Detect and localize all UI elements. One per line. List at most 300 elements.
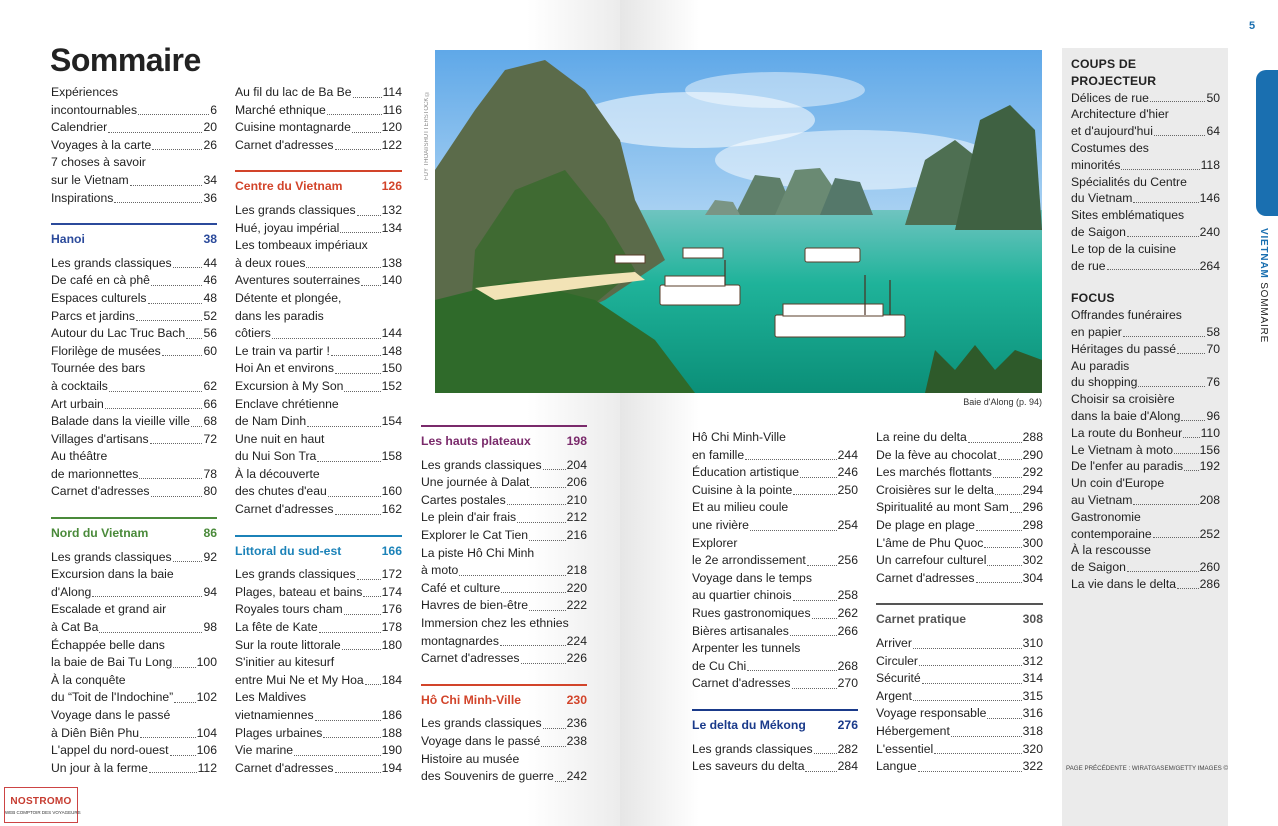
toc-entry[interactable]	[421, 650, 587, 668]
entry-title: Un jour à la ferme	[51, 760, 148, 775]
entry-row	[51, 725, 217, 743]
toc-entry[interactable]	[235, 654, 402, 689]
toc-entry[interactable]	[235, 584, 402, 602]
entry-row	[51, 308, 217, 326]
toc-entry[interactable]	[235, 501, 402, 519]
toc-entry[interactable]	[1071, 106, 1220, 140]
entry-page: 148	[381, 343, 402, 358]
entry-page: 270	[837, 676, 858, 691]
leader-dots	[344, 614, 381, 615]
toc-entry[interactable]	[235, 619, 402, 637]
leader-dots	[272, 338, 381, 339]
toc-entry[interactable]	[876, 570, 1043, 588]
entry-page: 44	[203, 255, 217, 270]
leader-dots	[1123, 336, 1206, 337]
toc-entry[interactable]	[876, 741, 1043, 759]
leader-dots	[344, 391, 380, 392]
toc-entry[interactable]	[421, 597, 587, 615]
toc-entry[interactable]	[235, 202, 402, 220]
entry-row	[51, 325, 217, 343]
entry-page: 220	[566, 580, 587, 595]
toc-entry[interactable]	[235, 742, 402, 760]
entry-page: 184	[381, 672, 402, 687]
toc-entry[interactable]	[1071, 475, 1220, 509]
entry-page: 70	[1206, 341, 1220, 356]
leader-dots	[152, 149, 202, 150]
toc-entry[interactable]	[692, 640, 858, 675]
toc-entry[interactable]	[235, 137, 402, 155]
page-number: 5	[1249, 20, 1256, 32]
entry-page: 176	[381, 602, 402, 617]
entry-text-line: Immersion chez les ethnies	[421, 615, 569, 630]
entry-text-line: Les Maldives	[235, 690, 307, 705]
entry-title: Arriver	[876, 635, 912, 650]
entry-page: 92	[203, 549, 217, 564]
toc-entry[interactable]	[1071, 174, 1220, 208]
entry-row	[235, 378, 402, 396]
entry-title: Éducation artistique	[692, 465, 800, 480]
entry-title: Un carrefour culturel	[876, 553, 987, 568]
toc-section-header	[235, 170, 402, 196]
toc-entry[interactable]	[51, 360, 217, 395]
toc-entry[interactable]	[692, 623, 858, 641]
toc-entry[interactable]	[876, 552, 1043, 570]
toc-entry[interactable]	[1071, 576, 1220, 593]
entry-title: Les grands classiques	[421, 457, 542, 472]
leader-dots	[995, 494, 1022, 495]
entry-title: Les saveurs du delta	[692, 759, 805, 774]
entry-page: 58	[1206, 324, 1220, 339]
entry-page: 194	[381, 760, 402, 775]
leader-dots	[1127, 571, 1199, 572]
toc-entry[interactable]	[51, 325, 217, 343]
toc-entry[interactable]	[421, 457, 587, 475]
leader-dots	[976, 530, 1022, 531]
entry-page: 68	[203, 414, 217, 429]
entry-page: 66	[203, 396, 217, 411]
entry-title: Carnet d'adresses	[235, 502, 334, 517]
entry-title: une rivière	[692, 517, 749, 532]
entry-row	[692, 482, 858, 500]
entry-title: Sécurité	[876, 671, 921, 686]
leader-dots	[987, 718, 1021, 719]
toc-entry[interactable]	[51, 137, 217, 155]
toc-entry[interactable]	[235, 360, 402, 378]
entry-title: La vie dans le delta	[1071, 576, 1177, 591]
toc-entry[interactable]	[1071, 425, 1220, 442]
toc-entry[interactable]	[692, 605, 858, 623]
entry-text-line: Au théâtre	[51, 449, 108, 464]
toc-entry[interactable]	[1071, 442, 1220, 459]
toc-entry[interactable]	[876, 723, 1043, 741]
entry-page: 50	[1206, 90, 1220, 105]
toc-entry[interactable]	[876, 535, 1043, 553]
entry-row	[235, 742, 402, 760]
entry-row	[235, 343, 402, 361]
entry-text-line: Échappée belle dans	[51, 637, 165, 652]
entry-title: de Saigon	[1071, 224, 1126, 239]
leader-dots	[99, 632, 202, 633]
toc-entry[interactable]	[235, 343, 402, 361]
toc-entry[interactable]	[51, 566, 217, 601]
entry-page: 52	[203, 308, 217, 323]
entry-page: 252	[1199, 526, 1220, 541]
entry-page: 222	[566, 598, 587, 613]
toc-entry[interactable]	[692, 464, 858, 482]
toc-entry[interactable]	[1071, 140, 1220, 174]
halong-bay-photo	[435, 50, 1042, 393]
toc-entry[interactable]	[421, 715, 587, 733]
toc-entry[interactable]	[1071, 341, 1220, 358]
toc-entry[interactable]	[51, 343, 217, 361]
toc-entry[interactable]	[876, 447, 1043, 465]
entry-page: 206	[566, 475, 587, 490]
toc-entry[interactable]	[421, 733, 587, 751]
entry-row	[1071, 341, 1220, 358]
entry-page: 266	[837, 623, 858, 638]
toc-entry[interactable]	[876, 705, 1043, 723]
entry-row	[421, 715, 587, 733]
entry-title: de Cu Chi	[692, 658, 747, 673]
leader-dots	[1010, 512, 1022, 513]
entry-title: Balade dans la vieille ville	[51, 414, 190, 429]
toc-entry[interactable]	[235, 637, 402, 655]
leader-dots	[186, 338, 202, 339]
toc-entry[interactable]	[51, 760, 217, 778]
toc-column-2	[235, 84, 402, 777]
entry-page: 310	[1022, 635, 1043, 650]
entry-page: 294	[1022, 482, 1043, 497]
entry-row	[1071, 324, 1220, 341]
entry-row	[51, 466, 217, 484]
entry-title: Hébergement	[876, 723, 950, 738]
toc-entry[interactable]	[235, 272, 402, 290]
leader-dots	[335, 373, 381, 374]
toc-entry[interactable]	[1071, 90, 1220, 107]
entry-page: 160	[381, 484, 402, 499]
leader-dots	[800, 477, 837, 478]
entry-page: 158	[381, 449, 402, 464]
entry-title: côtiers	[235, 326, 271, 341]
entry-row	[235, 220, 402, 238]
entry-text-line: S'initier au kitesurf	[235, 655, 335, 670]
leader-dots	[1150, 101, 1206, 102]
entry-title: De l'enfer au paradis	[1071, 459, 1184, 474]
toc-entry[interactable]	[692, 429, 858, 464]
section-title: Hanoi	[51, 232, 85, 247]
toc-entry[interactable]	[876, 464, 1043, 482]
entry-page: 258	[837, 588, 858, 603]
section-title: Carnet pratique	[876, 612, 967, 627]
entry-page: 48	[203, 290, 217, 305]
leader-dots	[805, 771, 836, 772]
entry-page: 298	[1022, 517, 1043, 532]
entry-page: 322	[1022, 759, 1043, 774]
toc-entry[interactable]	[235, 220, 402, 238]
entry-title: Bières artisanales	[692, 623, 789, 638]
entry-page: 34	[203, 172, 217, 187]
entry-title: Café et culture	[421, 580, 501, 595]
toc-entry[interactable]	[51, 483, 217, 501]
toc-entry[interactable]	[235, 566, 402, 584]
leader-dots	[307, 426, 381, 427]
entry-row	[876, 552, 1043, 570]
toc-entry[interactable]	[235, 378, 402, 396]
entry-row	[51, 413, 217, 431]
toc-entry[interactable]	[876, 429, 1043, 447]
entry-row	[876, 670, 1043, 688]
leader-dots	[934, 753, 1021, 754]
entry-page: 290	[1022, 447, 1043, 462]
entry-text-line: Et au milieu coule	[692, 500, 789, 515]
entry-row	[235, 760, 402, 778]
running-head-country: VIETNAM	[1258, 228, 1269, 279]
toc-entry[interactable]	[1071, 241, 1220, 275]
entry-text-line: Offrandes funéraires	[1071, 308, 1182, 323]
leader-dots	[1127, 236, 1199, 237]
entry-row	[235, 202, 402, 220]
entry-row	[1071, 458, 1220, 475]
toc-entry[interactable]	[692, 675, 858, 693]
entry-page: 244	[837, 447, 858, 462]
leader-dots	[976, 582, 1022, 583]
leader-dots	[319, 632, 381, 633]
toc-entry[interactable]	[421, 545, 587, 580]
leader-dots	[543, 728, 566, 729]
toc-section-header	[876, 603, 1043, 629]
entry-row	[1071, 90, 1220, 107]
toc-entry[interactable]	[51, 413, 217, 431]
spacer	[235, 519, 402, 535]
entry-row	[235, 119, 402, 137]
toc-entry[interactable]	[235, 84, 402, 102]
toc-entry[interactable]	[876, 499, 1043, 517]
entry-title: Villages d'artisans	[51, 431, 149, 446]
nostromo-logo	[4, 787, 81, 823]
entry-row	[1071, 190, 1220, 207]
entry-row	[235, 725, 402, 743]
entry-page: 264	[1199, 258, 1220, 273]
toc-entry[interactable]	[876, 670, 1043, 688]
entry-row	[876, 499, 1043, 517]
leader-dots	[745, 459, 836, 460]
leader-dots	[114, 202, 202, 203]
toc-entry[interactable]	[1071, 391, 1220, 425]
toc-entry[interactable]	[421, 492, 587, 510]
entry-title: du shopping	[1071, 375, 1138, 390]
leader-dots	[793, 494, 836, 495]
leader-dots	[812, 618, 837, 619]
leader-dots	[543, 469, 566, 470]
entry-row	[692, 517, 858, 535]
entry-page: 162	[381, 502, 402, 517]
entry-row	[876, 429, 1043, 447]
toc-entry[interactable]	[421, 751, 587, 786]
toc-entry[interactable]	[51, 255, 217, 273]
entry-text-line: Voyage dans le temps	[692, 570, 812, 585]
entry-row	[421, 733, 587, 751]
leader-dots	[173, 267, 203, 268]
toc-entry[interactable]	[51, 637, 217, 672]
toc-entry[interactable]	[421, 509, 587, 527]
entry-page: 152	[381, 378, 402, 393]
toc-entry[interactable]	[51, 601, 217, 636]
entry-row	[235, 601, 402, 619]
toc-entry[interactable]	[235, 725, 402, 743]
toc-entry[interactable]	[876, 482, 1043, 500]
leader-dots	[998, 459, 1022, 460]
entry-row	[692, 605, 858, 623]
toc-entry[interactable]	[1071, 207, 1220, 241]
toc-entry[interactable]	[51, 84, 217, 119]
toc-entry[interactable]	[235, 466, 402, 501]
leader-dots	[105, 408, 203, 409]
entry-page: 296	[1022, 500, 1043, 515]
entry-title: Art urbain	[51, 396, 104, 411]
entry-title: des chutes d'eau	[235, 484, 327, 499]
toc-entry[interactable]	[1071, 542, 1220, 576]
toc-entry[interactable]	[421, 474, 587, 492]
entry-title: en papier	[1071, 324, 1122, 339]
toc-entry[interactable]	[692, 758, 858, 776]
toc-entry[interactable]	[692, 535, 858, 570]
toc-entry[interactable]	[1071, 358, 1220, 392]
toc-entry[interactable]	[421, 615, 587, 650]
toc-entry[interactable]	[421, 527, 587, 545]
entry-title: L'âme de Phu Quoc	[876, 535, 984, 550]
entry-page: 100	[196, 655, 217, 670]
entry-row	[1071, 374, 1220, 391]
toc-entry[interactable]	[235, 119, 402, 137]
leader-dots	[922, 683, 1022, 684]
toc-entry[interactable]	[51, 290, 217, 308]
toc-entry[interactable]	[235, 102, 402, 120]
toc-entry[interactable]	[51, 742, 217, 760]
toc-entry[interactable]	[1071, 307, 1220, 341]
leader-dots	[342, 649, 381, 650]
leader-dots	[517, 522, 566, 523]
entry-text-line: Enclave chrétienne	[235, 396, 339, 411]
entry-text-line: Hô Chi Minh-Ville	[692, 430, 786, 444]
toc-entry[interactable]	[51, 272, 217, 290]
entry-title: minorités	[1071, 157, 1121, 172]
section-page: 276	[837, 717, 858, 732]
entry-page: 146	[1199, 191, 1220, 206]
toc-entry[interactable]	[421, 580, 587, 598]
toc-entry[interactable]	[51, 431, 217, 449]
entry-title: de Nam Dinh	[235, 414, 307, 429]
toc-entry[interactable]	[876, 758, 1043, 776]
leader-dots	[108, 132, 202, 133]
entry-title: Les grands classiques	[421, 716, 542, 731]
entry-title: Florilège de musées	[51, 343, 161, 358]
toc-entry[interactable]	[876, 688, 1043, 706]
entry-row	[692, 447, 858, 465]
toc-entry[interactable]	[51, 119, 217, 137]
leader-dots	[1174, 453, 1199, 454]
leader-dots	[918, 771, 1022, 772]
toc-entry[interactable]	[235, 601, 402, 619]
toc-entry[interactable]	[51, 707, 217, 742]
entry-page: 134	[381, 220, 402, 235]
leader-dots	[1154, 135, 1206, 136]
entry-row	[51, 137, 217, 155]
entry-text-line: À la découverte	[235, 466, 320, 481]
entry-row	[51, 654, 217, 672]
toc-entry[interactable]	[235, 689, 402, 724]
toc-entry[interactable]	[235, 431, 402, 466]
entry-row	[876, 447, 1043, 465]
toc-entry[interactable]	[692, 482, 858, 500]
section-page: 308	[1022, 612, 1043, 627]
toc-entry[interactable]	[1071, 458, 1220, 475]
entry-title: Autour du Lac Truc Bach	[51, 326, 186, 341]
toc-entry[interactable]	[235, 760, 402, 778]
toc-section-header	[51, 517, 217, 543]
toc-entry[interactable]	[876, 517, 1043, 535]
entry-page: 236	[566, 716, 587, 731]
leader-dots	[529, 540, 566, 541]
toc-entry[interactable]	[51, 549, 217, 567]
entry-title: Les grands classiques	[51, 255, 172, 270]
toc-entry[interactable]	[51, 448, 217, 483]
leader-dots	[130, 185, 203, 186]
toc-entry[interactable]	[692, 570, 858, 605]
entry-title: de marionnettes	[51, 466, 139, 481]
leader-dots	[790, 635, 837, 636]
entry-page: 132	[381, 202, 402, 217]
toc-entry[interactable]	[692, 741, 858, 759]
toc-entry[interactable]	[51, 154, 217, 189]
toc-entry[interactable]	[51, 308, 217, 326]
entry-page: 118	[1200, 157, 1220, 172]
entry-page: 186	[381, 708, 402, 722]
toc-entry[interactable]	[51, 672, 217, 707]
entry-title: Le train va partir !	[235, 343, 330, 358]
entry-title: Explorer le Cat Tien	[421, 527, 529, 542]
leader-dots	[814, 753, 837, 754]
toc-entry[interactable]	[876, 653, 1043, 671]
entry-title: à cocktails	[51, 378, 108, 393]
entry-title: sur le Vietnam	[51, 172, 129, 187]
entry-row	[51, 584, 217, 602]
toc-entry[interactable]	[51, 396, 217, 414]
entry-row	[692, 623, 858, 641]
toc-entry[interactable]	[235, 290, 402, 343]
entry-title: du Vietnam	[1071, 191, 1133, 206]
sidebar-content	[1071, 56, 1220, 593]
entry-title: à Diên Biên Phu	[51, 725, 140, 740]
toc-entry[interactable]	[235, 396, 402, 431]
entry-title: Marché ethnique	[235, 102, 326, 117]
toc-entry[interactable]	[235, 237, 402, 272]
entry-page: 174	[381, 584, 402, 599]
toc-entry[interactable]	[1071, 509, 1220, 543]
toc-column-3	[421, 425, 587, 786]
entry-row	[51, 290, 217, 308]
leader-dots	[149, 772, 197, 773]
entry-row	[235, 672, 402, 690]
entry-row	[876, 688, 1043, 706]
leader-dots	[968, 442, 1022, 443]
entry-text-line: Un coin d'Europe	[1071, 476, 1165, 491]
toc-entry[interactable]	[692, 499, 858, 534]
entry-row	[235, 707, 402, 725]
entry-page: 226	[566, 651, 587, 666]
leader-dots	[1153, 537, 1199, 538]
toc-entry[interactable]	[876, 635, 1043, 653]
toc-entry[interactable]	[51, 190, 217, 208]
